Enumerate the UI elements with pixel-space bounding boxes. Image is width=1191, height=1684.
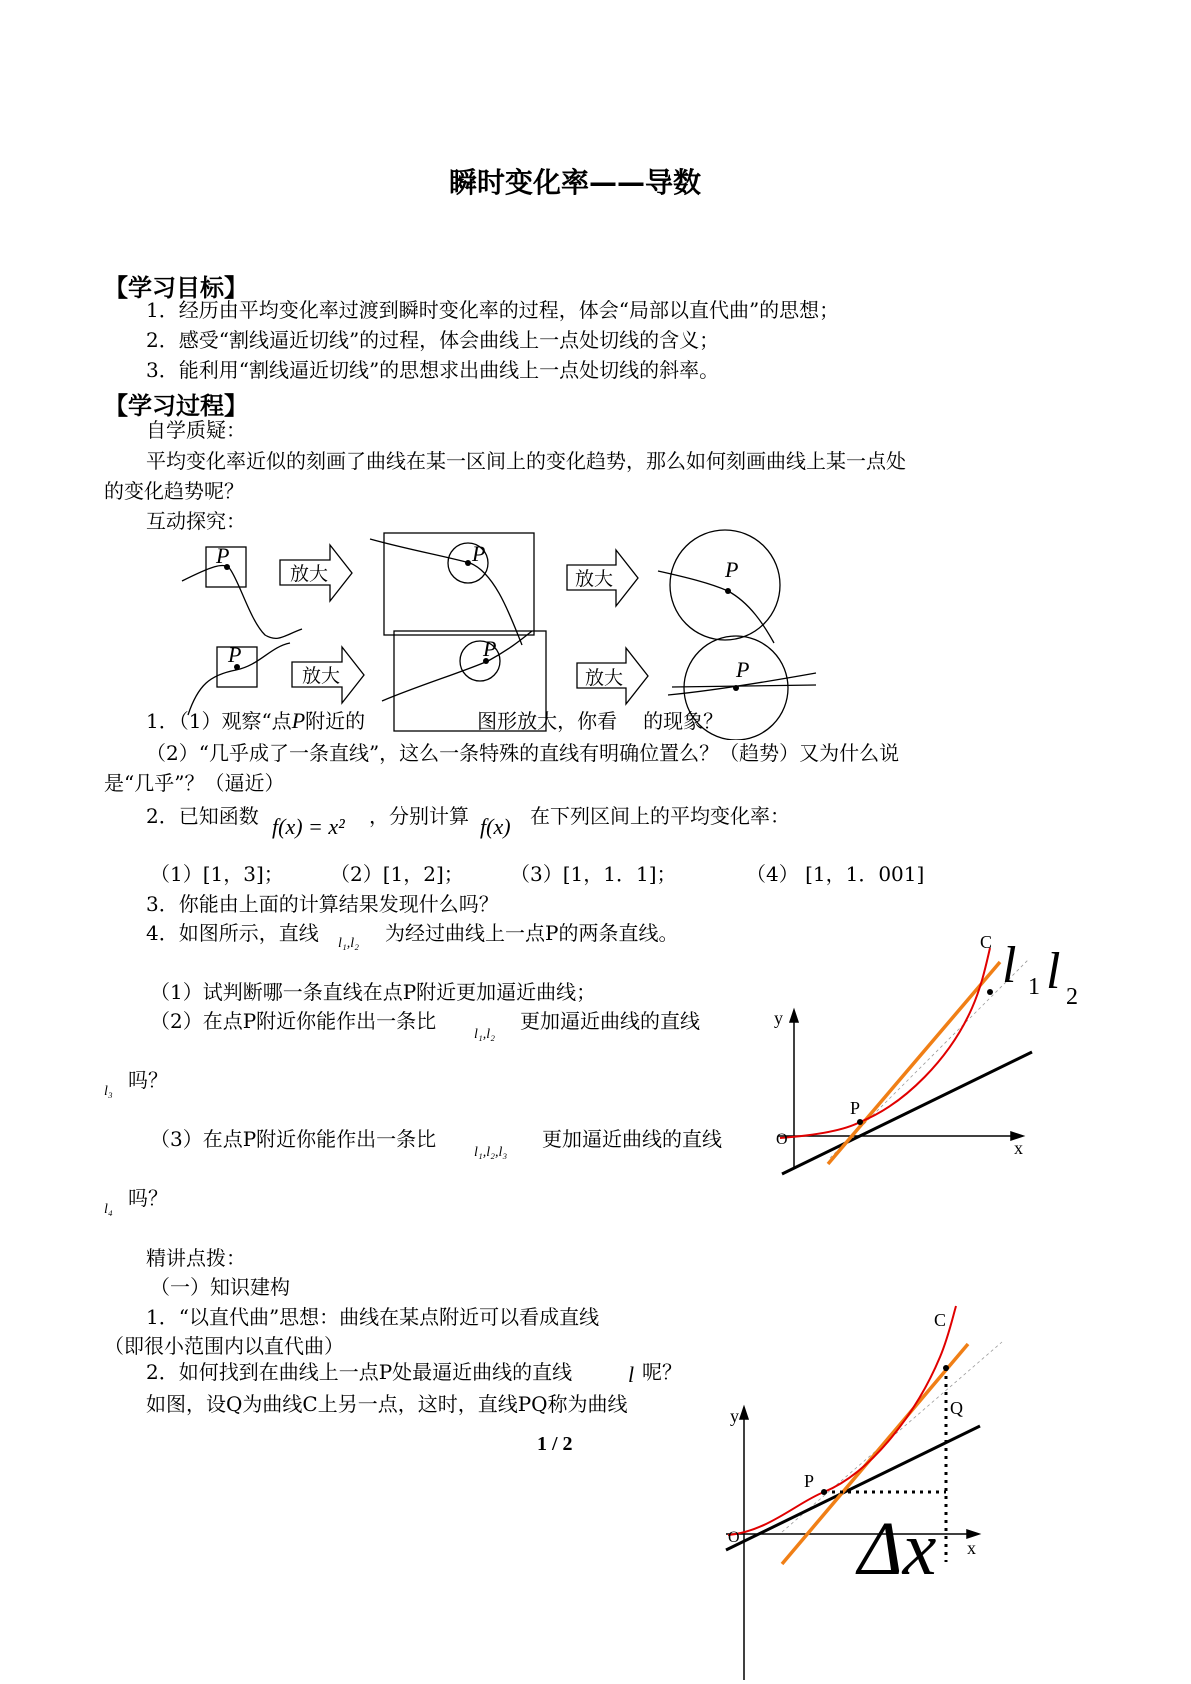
lecture-item: 呢？ (642, 1360, 682, 1384)
zoom-label: 放大 (575, 569, 614, 590)
q4-sub: （3）在点P附近你能作出一条比 (150, 1127, 437, 1151)
q4-sub: 更加逼近曲线的直线 (520, 1009, 700, 1033)
delta-x-label: Δx (858, 1507, 937, 1591)
line-symbol: l₁,l₂ (474, 1027, 496, 1042)
lecture-item: 如图，设Q为曲线C上另一点，这时，直线PQ称为曲线 (146, 1392, 628, 1416)
line-label: 1 (1028, 974, 1040, 1000)
point-label: Q (950, 1398, 963, 1418)
interval: （2）[1，2]； (330, 862, 464, 886)
line-symbol: l₃ (104, 1084, 113, 1099)
curve (370, 539, 522, 645)
line-l1 (828, 962, 1000, 1164)
point-label: P (804, 1471, 815, 1491)
axis-label: x (967, 1538, 976, 1558)
interval: （3）[1，1．1]； (510, 862, 677, 886)
zoom-label: 放大 (290, 564, 329, 585)
self-study-label: 自学质疑： (146, 418, 246, 442)
q4-sub: 更加逼近曲线的直线 (542, 1127, 722, 1151)
point-label: P (216, 543, 230, 568)
axis-label: y (774, 1008, 783, 1028)
line-symbol: l₁,l₂ (338, 936, 360, 951)
process-heading: 【学习过程】 (104, 392, 248, 420)
axis-arrow (790, 1010, 798, 1022)
question-1-part2: 是“几乎”？（逼近） (104, 771, 285, 795)
question-1-part2: （2）“几乎成了一条直线”，这么一条特殊的直线有明确位置么？（趋势）又为什么说 (146, 741, 900, 765)
axis-label: x (1014, 1138, 1023, 1158)
interactive-label: 互动探究： (146, 509, 246, 533)
lecture-heading: 精讲点拨： (146, 1246, 246, 1270)
line-label: l (1002, 937, 1017, 994)
line-symbol: l₁,l₂,l₃ (474, 1145, 508, 1160)
origin-label: O (728, 1529, 740, 1546)
line-symbol: l₄ (104, 1202, 113, 1217)
paragraph-line: 平均变化率近似的刻画了曲线在某一区间上的变化趋势，那么如何刻画曲线上某一点处 (146, 449, 906, 473)
zoom-label: 放大 (585, 668, 624, 689)
page-title: 瞬时变化率——导数 (449, 166, 702, 199)
lecture-sub: （一）知识建构 (150, 1275, 290, 1299)
q4-sub: （2）在点P附近你能作出一条比 (150, 1009, 437, 1033)
curve (182, 565, 302, 638)
point-label: P (483, 636, 497, 661)
zoom-figure (170, 525, 830, 740)
zoom-label: 放大 (302, 666, 341, 687)
curve-label: C (934, 1310, 947, 1330)
q4-text: 4．如图所示，直线 (146, 921, 319, 945)
point-label: P (228, 642, 242, 667)
point-label: P (736, 657, 750, 682)
curve-c (728, 1306, 956, 1535)
point-label: P (725, 557, 739, 582)
goal-item: 2．感受“割线逼近切线”的过程，体会曲线上一点处切线的含义； (146, 328, 720, 352)
goal-item: 1．经历由平均变化率过渡到瞬时变化率的过程，体会“局部以直代曲”的思想； (146, 298, 840, 322)
q4-sub: 吗？ (128, 1186, 168, 1210)
q4-text: 为经过曲线上一点P的两条直线。 (385, 921, 679, 945)
origin-label: O (776, 1131, 788, 1148)
interval: （1）[1，3]； (150, 862, 284, 886)
graph-secant (712, 1302, 1012, 1684)
paragraph-line: 的变化趋势呢？ (104, 479, 244, 503)
line-label: l (1046, 943, 1061, 1000)
q4-sub: 吗？ (128, 1068, 168, 1092)
tangent-line (726, 1426, 980, 1550)
point-label: P (850, 1098, 861, 1118)
point-label: P (472, 541, 486, 566)
goals-heading: 【学习目标】 (104, 274, 248, 302)
formula: f(x) = x² (272, 814, 345, 839)
curve (658, 571, 774, 643)
q2-text: 2．已知函数 (146, 804, 259, 828)
q4-sub: （1）试判断哪一条直线在点P附近更加逼近曲线； (150, 980, 597, 1004)
question-1: 1．（1）观察“点P附近的 图形放大，你看 的现象？ (146, 708, 724, 733)
formula: f(x) (480, 814, 511, 839)
line-label: 2 (1066, 984, 1078, 1010)
curve-label: C (980, 932, 993, 952)
interval: （4） [1，1．001] (746, 862, 925, 886)
curve-c (780, 948, 990, 1138)
zoom-circle (670, 530, 780, 640)
lecture-item: 1．“以直代曲”思想：曲线在某点附近可以看成直线 (146, 1305, 600, 1329)
page-number: 1 / 2 (537, 1433, 573, 1455)
question-3: 3．你能由上面的计算结果发现什么吗？ (146, 892, 499, 916)
goal-item: 3．能利用“割线逼近切线”的思想求出曲线上一点处切线的斜率。 (146, 358, 720, 382)
q2-text: ，分别计算 (369, 804, 469, 828)
line-symbol: l (628, 1362, 635, 1387)
lecture-item: （即很小范围内以直代曲） (104, 1334, 344, 1358)
curve (382, 631, 532, 701)
lecture-item: 2．如何找到在曲线上一点P处最逼近曲线的直线 (146, 1360, 573, 1384)
axis-label: y (730, 1406, 739, 1426)
q2-text: 在下列区间上的平均变化率： (530, 804, 790, 828)
axis-arrow (967, 1530, 979, 1538)
axis-arrow (740, 1407, 748, 1419)
graph-tangent-lines (760, 930, 1090, 1180)
